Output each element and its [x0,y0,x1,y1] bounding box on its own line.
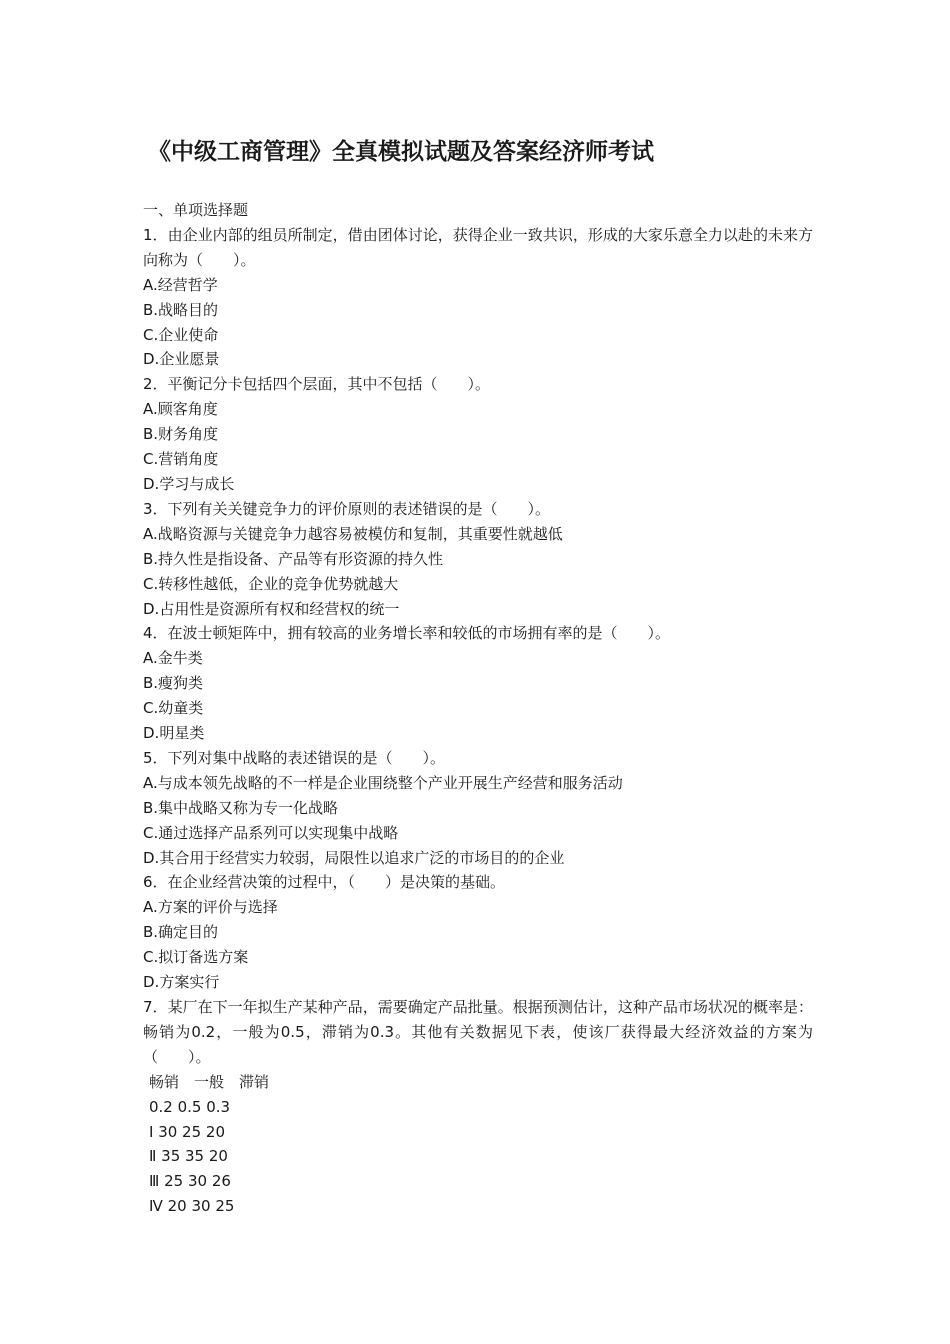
option-b: B.持久性是指设备、产品等有形资源的持久性 [143,549,444,568]
section-heading: 一、单项选择题 [143,201,249,219]
question-6 [143,870,813,995]
option-a: A.顾客角度 [143,400,218,419]
option-a: A.战略资源与关键竞争力越容易被模仿和复制，其重要性就越低 [143,524,563,543]
option-a: A.与成本领先战略的不一样是企业围绕整个产业开展生产经营和服务活动 [143,773,623,792]
option-d: D.企业愿景 [143,350,220,369]
document-body [143,198,813,1219]
question-stem: 5．下列对集中战略的表述错误的是（ ）。 [143,748,446,767]
option-d: D.明星类 [143,724,205,743]
option-b: B.瘦狗类 [143,674,204,693]
option-d: D.方案实行 [143,973,220,992]
table-row: Ⅰ 30 25 20 [149,1122,225,1141]
document-title: 《中级工商管理》全真模拟试题及答案经济师考试 [148,138,654,165]
question-7 [143,995,813,1219]
option-c: C.幼童类 [143,699,204,718]
data-table [143,1070,813,1219]
option-c: C.转移性越低，企业的竞争优势就越大 [143,574,399,593]
option-d: D.其合用于经营实力较弱，局限性以追求广泛的市场目的的企业 [143,848,565,867]
table-header-row: 畅销 一般 滞销 [149,1072,270,1091]
question-stem: 6．在企业经营决策的过程中，（ ）是决策的基础。 [143,873,506,892]
table-row: Ⅳ 20 30 25 [149,1197,235,1216]
option-c: C.通过选择产品系列可以实现集中战略 [143,823,399,842]
option-a: A.方案的评价与选择 [143,898,278,917]
option-d: D.占用性是资源所有权和经营权的统一 [143,599,400,618]
option-c: C.营销角度 [143,450,219,469]
question-4 [143,621,813,746]
question-stem: 7．某厂在下一年拟生产某种产品，需要确定产品批量。根据预测估计，这种产品市场状况的概率是：畅销为0.2，一般为0.5，滞销为0.3。其他有关数据见下表，使该厂获得最大经济效益的方案为（ ）。 [143,998,813,1066]
question-5 [143,746,813,871]
option-c: C.拟订备选方案 [143,948,249,967]
option-d: D.学习与成长 [143,474,235,493]
question-2 [143,372,813,497]
question-1 [143,223,813,372]
question-stem: 2．平衡记分卡包括四个层面，其中不包括（ ）。 [143,375,491,394]
option-b: B.集中战略又称为专一化战略 [143,798,339,817]
table-probability-row: 0.2 0.5 0.3 [149,1097,231,1116]
table-row: Ⅲ 25 30 26 [149,1172,231,1191]
question-3 [143,497,813,622]
table-row: Ⅱ 35 35 20 [149,1147,228,1166]
option-a: A.经营哲学 [143,275,218,294]
question-stem: 1．由企业内部的组员所制定，借由团体讨论，获得企业一致共识，形成的大家乐意全力以赴的未来方向称为（ ）。 [143,225,813,269]
option-b: B.确定目的 [143,923,219,942]
option-b: B.财务角度 [143,425,219,444]
question-stem: 3．下列有关关键竞争力的评价原则的表述错误的是（ ）。 [143,499,551,518]
option-a: A.金牛类 [143,649,203,668]
option-b: B.战略目的 [143,300,219,319]
question-stem: 4．在波士顿矩阵中，拥有较高的业务增长率和较低的市场拥有率的是（ ）。 [143,624,671,643]
option-c: C.企业使命 [143,325,219,344]
